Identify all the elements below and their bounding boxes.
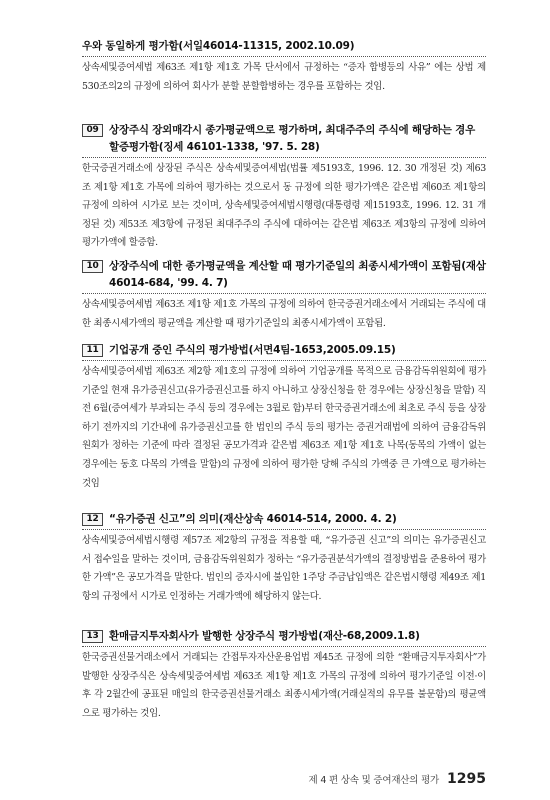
heading-divider: [82, 293, 486, 294]
section-body: 한국증권선물거래소에서 거래되는 간접투자자산운용업법 제45조 규정에 의한 “환매금지투자회사”가 발행한 상장주식은 상속세및증여세법 제63조 제1항 제1호 가목의 규정에 의하여 평가기준일 이전·이후 각 2월간에 공표된 매일의 한국증권선물거래소 최종시세가액(거래실적의 유무를 불문함)의 평균액으로 평가하는 것임.: [82, 652, 486, 719]
section-heading: [82, 258, 486, 292]
heading-divider: [82, 360, 486, 361]
section-continued: [82, 38, 486, 96]
section-13: [82, 628, 486, 723]
heading-divider: [82, 56, 486, 57]
section-number-badge: 13: [82, 630, 103, 643]
section-10: [82, 258, 486, 333]
section-heading: [82, 628, 486, 645]
chapter-title: 제 4 편 상속 및 증여재산의 평가: [308, 775, 440, 786]
section-number-badge: 12: [82, 513, 103, 526]
section-body: 상속세및증여세법시행령 제57조 제2항의 규정을 적용할 때, “유가증권 신고”의 의미는 유가증권신고서 접수일을 말하는 것이며, 금융감독위원회가 정하는 “유가증권분석가액의 결정방법을 준용하여 평가한 가액”은 공모가격을 말한다. 법인의 증자시에 불입한 1주당 주금납입액은 같은법시행령 제49조 제1항의 규정에서 시가로 인정하는 거래가액에 해당하지 않는다.: [82, 535, 486, 602]
section-title: 상장주식 장외매각시 종가평균액으로 평가하며, 최대주주의 주식에 해당하는 경우 할증평가함(징세 46101-1338, '97. 5. 28): [109, 124, 476, 153]
heading-divider: [82, 646, 486, 647]
section-title: 우와 동일하게 평가함(서일46014-11315, 2002.10.09): [82, 40, 355, 52]
section-body: 상속세및증여세법 제63조 제1항 제1호 가목의 규정에 의하여 한국증권거래소에서 거래되는 주식에 대한 최종시세가액의 평균액을 계산할 때 평가기준일의 최종시세가액이 포함됨.: [82, 299, 486, 329]
document-page: [82, 0, 486, 800]
section-body: 한국증권거래소에 상장된 주식은 상속세및증여세법(법률 제5193호, 1996. 12. 30 개정된 것) 제63조 제1항 제1호 가목에 의하여 평가하는 것으로서 동 규정에 의한 평가가액은 같은법 제60조 제1항의 규정에 의하여 시가로 보는 것이며, 상속세및증여세법시행령(대통령령 제15193호, 1996. 12. 31 개정된 것) 제53조 제3항에 규정된 최대주주의 주식에 대하여는 같은법 제63조 제3항의 규정에 의하여 평가가액에 할증함.: [82, 163, 486, 249]
section-12: [82, 511, 486, 606]
section-title: 상장주식에 대한 종가평균액을 계산할 때 평가기준일의 최종시세가액이 포함됨(재삼 46014-684, '99. 4. 7): [109, 260, 486, 289]
section-body: 상속세및증여세법 제63조 제1항 제1호 가목 단서에서 규정하는 “증자 합병등의 사유” 에는 상법 제530조의2의 규정에 의하여 회사가 분할 분할합병하는 경우를 포함하는 것임.: [82, 62, 486, 92]
page-footer: [82, 771, 486, 787]
section-title: “유가증권 신고”의 의미(재산상속 46014-514, 2000. 4. 2): [109, 513, 397, 525]
section-11: [82, 342, 486, 493]
heading-divider: [82, 157, 486, 158]
section-heading: [82, 511, 486, 528]
section-number-badge: 09: [82, 124, 103, 137]
section-body: 상속세및증여세법 제63조 제2항 제1호의 규정에 의하여 기업공개를 목적으로 금융감독위원회에 평가기준일 현재 유가증권신고(유가증권신고를 하지 아니하고 상장신청을 한 경우에는 상장신청을 말함) 직전 6월(증여세가 부과되는 주식 등의 경우에는 3월로 함)부터 한국증권거래소에 최초로 주식 등을 상장하기 전까지의 기간내에 유가증권신고를 한 법인의 주식 등의 평가는 증권거래법에 의하여 금융감독위원회가 정하는 기준에 따라 결정된 공모가격과 같은법 제63조 제1항 제1호 나목(동목의 가액이 없는 경우에는 동호 다목의 가액을 말함)의 규정에 의하여 평가한 당해 주식의 가액중 큰 가액으로 평가하는 것임: [82, 366, 486, 489]
section-heading: [82, 342, 486, 359]
section-09: [82, 122, 486, 253]
section-number-badge: 11: [82, 344, 103, 357]
section-title: 기업공개 중인 주식의 평가방법(서면4팀-1653,2005.09.15): [109, 344, 396, 356]
section-title: 환매금지투자회사가 발행한 상장주식 평가방법(재산-68,2009.1.8): [109, 630, 420, 642]
section-heading: [82, 38, 486, 55]
section-heading: [82, 122, 486, 156]
page-number: 1295: [447, 771, 486, 787]
section-number-badge: 10: [82, 260, 103, 273]
heading-divider: [82, 529, 486, 530]
